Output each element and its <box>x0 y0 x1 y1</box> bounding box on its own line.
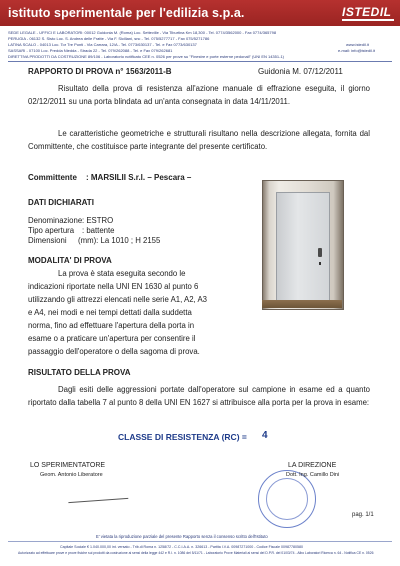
denominazione-value: : ESTRO <box>82 216 114 225</box>
intro-paragraph: Risultato della prova di resistenza all'azione manuale di effrazione eseguita, il giorno 02/12/2011 su una porta blindata ad un'anta consegnata in data 14/11/2011. <box>28 84 370 106</box>
direzione-name: Dott. Ing. Camillo Dini <box>286 472 340 478</box>
sperimentatore-title: LO SPERIMENTATORE <box>30 462 106 469</box>
footer-legal-1: Capitale Sociale € 1.040.000,00 int. versato - Trib.di Roma n. 1258/72 - C.C.I.A.A. n. 326613 - Partita I.V.A. 00987271000 - Codice Fiscale 00987780580 <box>60 545 303 549</box>
dati-heading: DATI DICHIARATI <box>28 198 94 207</box>
directive-line: DIRETTIVA PRODOTTI DA COSTRUZIONE 89/106 - Laboratorio notificato CEE n. 0526 per prove su "Finestre e porte esterne pedonali" (UNI EN 14351-1) <box>8 54 284 59</box>
classe-value <box>262 430 268 441</box>
tipo-apertura-value: : battente <box>82 226 115 235</box>
modalita-line-7: passaggio dell'operatore o della sagoma di prova. <box>28 347 200 356</box>
address-line-2: PERUGIA - 06132 S. Sisto Loc. S. Andrea delle Fratte - Via F. Siciliani, snc - Tel. 075/5277717 - Fax 075/5271786 <box>8 36 210 41</box>
address-line-3: LATINA SCALO - 04013 Loc. Tor Tre Ponti - Via Carrara, 12/A - Tel. 0773/630137 - Tel. e Fax 0773/630137 <box>8 42 197 47</box>
dimensioni-label: Dimensioni <box>28 236 67 245</box>
logo-underline <box>342 19 394 21</box>
page-number: pag. 1/1 <box>352 512 374 518</box>
official-stamp-inner <box>266 478 308 520</box>
modalita-heading: MODALITA' DI PROVA <box>28 256 112 265</box>
sperimentatore-name: Geom. Antonio Liberatore <box>40 472 103 478</box>
characteristics-paragraph: Le caratteristiche geometriche e strutturali risultano nella descrizione allegata, fornita dal Committente, che costituisce parte integrante del presente certificato. <box>28 129 370 151</box>
modalita-line-1: La prova è stata eseguita secondo le <box>58 269 186 278</box>
sperimentatore-signature <box>68 488 129 503</box>
footer-rule <box>8 541 392 542</box>
modalita-line-2: indicazioni riportate nella UNI EN 1630 al punto 6 <box>28 282 199 291</box>
risultato-paragraph: Dagli esiti delle aggressioni portate dall'operatore sul campione in esame ed a quanto riportato dalla tabella 7 al punto 8 della UNI EN 1627 si attribuisce alla porta per la prova in esame: <box>28 385 370 407</box>
floor-strip <box>262 300 342 308</box>
classe-number: 4 <box>262 430 268 441</box>
committente-value: : MARSILII S.r.l. – Pescara – <box>86 173 192 182</box>
denominazione-label: Denominazione <box>28 216 83 225</box>
report-date: Guidonia M. 07/12/2011 <box>258 67 343 76</box>
tipo-apertura-label: Tipo apertura <box>28 226 75 235</box>
door-panel <box>276 192 330 302</box>
footer-notice: E' vietata la riproduzione parziale del presente Rapporto senza il consenso scritto dell'Istituto <box>96 534 268 539</box>
door-lock <box>319 262 321 265</box>
direzione-title: LA DIREZIONE <box>288 462 337 469</box>
footer-legal-2: Autorizzato ad effettuare prove e prove fisiche sui prodotti da costruzione ai sensi della legge 442 e R.I. n. 1086 del 5/11/71 - Laboratorio Prove Materiali ai sensi del D.P.R. del 01/03/74 - Albo Laboratori Ricerca n. 64 - Notifica CE n. 0526 <box>18 551 374 555</box>
modalita-line-5: norma, fino ad effettuare l'apertura della porta in <box>28 321 195 330</box>
modalita-line-4: e A4, nei modi e nei tempi dettati dalla suddetta <box>28 308 192 317</box>
institute-name: istituto sperimentale per l'edilizia s.p.a. <box>8 6 245 20</box>
dimensioni-value: (mm): La 1010 ; H 2155 <box>78 236 161 245</box>
istedil-logo: ISTEDIL <box>342 5 392 19</box>
risultato-heading: RISULTATO DELLA PROVA <box>28 368 131 377</box>
modalita-line-3: utilizzando gli attrezzi elencati nelle serie A1, A2, A3 <box>28 295 208 304</box>
classe-label: CLASSE DI RESISTENZA (RC) = <box>118 432 247 442</box>
header-rule <box>8 61 392 62</box>
door-handle <box>318 248 322 257</box>
website-text: www.istedil.it <box>346 42 369 47</box>
address-line-4: SASSARI - 07100 Loc. Predda Niedda - Strada 22 - Tel. 079/262088 - Tel. e Fax 079/262681 <box>8 48 173 53</box>
modalita-line-6: esame o a praticare un'apertura per consentire il <box>28 334 196 343</box>
email-text: e-mail: info@istedil.it <box>338 48 375 53</box>
address-line-1: SEDE LEGALE - UFFICI E LABORATORI: 00012 Guidonia M. (Roma) Loc. Setteville - Via Tiburtina Km 18,300 - Tel. 0774/3562000 - Fax 0774/365798 <box>8 30 277 35</box>
report-title: RAPPORTO DI PROVA n° 1563/2011-B <box>28 67 172 76</box>
committente-label: Committente <box>28 173 77 182</box>
